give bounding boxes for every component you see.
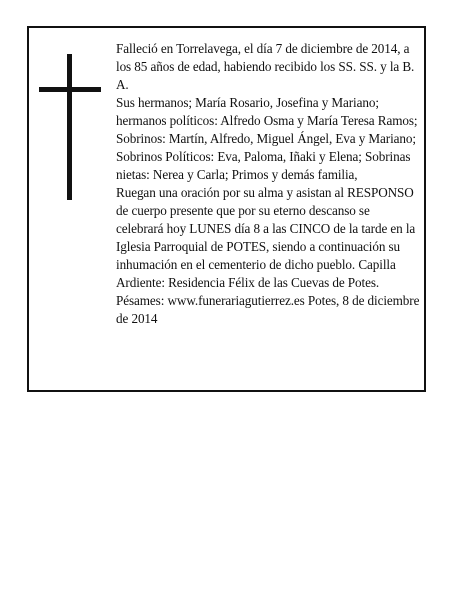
service-details: Ruegan una oración por su alma y asistan al RESPONSO de cuerpo presente que por su eterno descanso se celebrará hoy LUNES día 8 a las CINCO de la tarde en la Iglesia Parroquial de POTES, siendo a continuación su inhumación en el cementerio de dicho pueblo. Capilla Ardiente: Residencia Félix de las Cuevas de Potes. [116, 185, 416, 290]
cross-horizontal-bar [39, 87, 101, 92]
family-list: Sus hermanos; María Rosario, Josefina y Mariano; hermanos políticos: Alfredo Osma y María Teresa Ramos; Sobrinos: Martín, Alfredo, Miguel Ángel, Eva y Mariano; Sobrinos Políticos: Eva, Paloma, Iñaki y Elena; Sobrinas nietas: Nerea y Carla; Primos y demás familia, [116, 95, 418, 182]
condolences-line: Pésames: www.funerariagutierrez.es Potes, 8 de diciembre de 2014 [116, 293, 420, 326]
obituary-notice [27, 26, 426, 392]
notice-text [116, 40, 420, 328]
death-announcement: Falleció en Torrelavega, el día 7 de diciembre de 2014, a los 85 años de edad, habiendo recibido los SS. SS. y la B. A. [116, 41, 415, 92]
cross-vertical-bar [67, 54, 72, 200]
cross-icon [39, 54, 101, 200]
